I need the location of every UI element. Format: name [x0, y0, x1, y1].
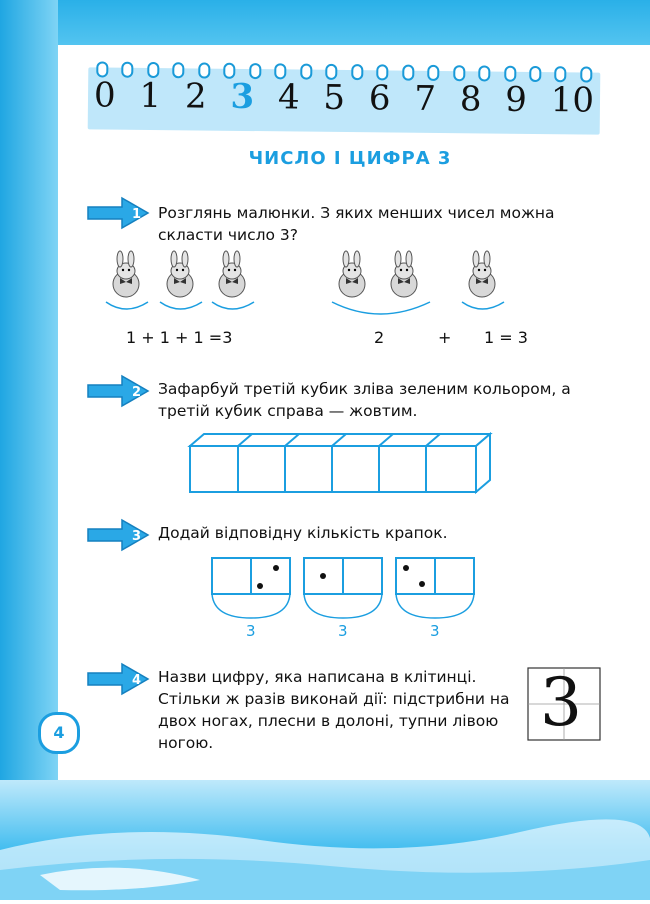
domino-label: 3: [246, 622, 256, 640]
task-number: 2: [132, 385, 142, 400]
ruler-number: 5: [323, 77, 346, 119]
ruler-number: 7: [414, 78, 437, 119]
page-number: 4: [38, 712, 80, 754]
ruler-number: 8: [459, 79, 482, 120]
cubes-row: [186, 430, 496, 496]
ruler-numbers: [94, 75, 594, 120]
bunnies-illustration: [100, 250, 560, 328]
landscape-illustration: [0, 780, 650, 900]
task-number: 3: [132, 529, 142, 544]
domino-label: 3: [430, 622, 440, 640]
left-frame: [0, 0, 58, 900]
task-1-text: Розглянь малюнки. З яких менших чисел можна скласти число 3?: [158, 204, 555, 244]
task-arrow-icon: [86, 518, 150, 552]
ruler-number: 2: [184, 76, 207, 117]
ruler-number: 1: [139, 75, 162, 117]
task-number: 1: [132, 207, 142, 222]
ruler-number: 6: [368, 78, 391, 119]
ruler-number: 9: [505, 79, 528, 120]
dominoes-illustration: [210, 556, 480, 622]
equation-2-right: 1 = 3: [484, 328, 528, 347]
task-number: 4: [132, 673, 142, 688]
ruler-number: 0: [93, 75, 116, 116]
page-title: ЧИСЛО І ЦИФРА 3: [248, 148, 452, 169]
equation-2-plus: +: [438, 328, 452, 347]
task-2-text: Зафарбуй третій кубик зліва зеленим кольором, а третій кубик справа — жовтим.: [158, 380, 571, 420]
ruler-number: 4: [277, 77, 300, 118]
handwritten-digit: 3: [540, 664, 582, 741]
equation-1: 1 + 1 + 1 =3: [126, 328, 233, 347]
domino-label: 3: [338, 622, 348, 640]
top-frame: [0, 0, 650, 45]
ruler-number: 10: [550, 80, 595, 121]
ruler-number-highlighted: 3: [230, 76, 255, 118]
task-3-text: Додай відповідну кількість крапок.: [158, 524, 448, 542]
task-4-text: Назви цифру, яка написана в клітинці. Стільки ж разів виконай дії: підстрибни на двох ногах, плесни в долоні, тупни лівою ногою.: [158, 668, 510, 752]
bottom-decoration: [0, 780, 650, 900]
equation-2-left: 2: [374, 328, 385, 347]
task-arrow-icon: [86, 196, 150, 230]
number-ruler: [88, 67, 601, 134]
task-arrow-icon: [86, 374, 150, 408]
task-arrow-icon: [86, 662, 150, 696]
